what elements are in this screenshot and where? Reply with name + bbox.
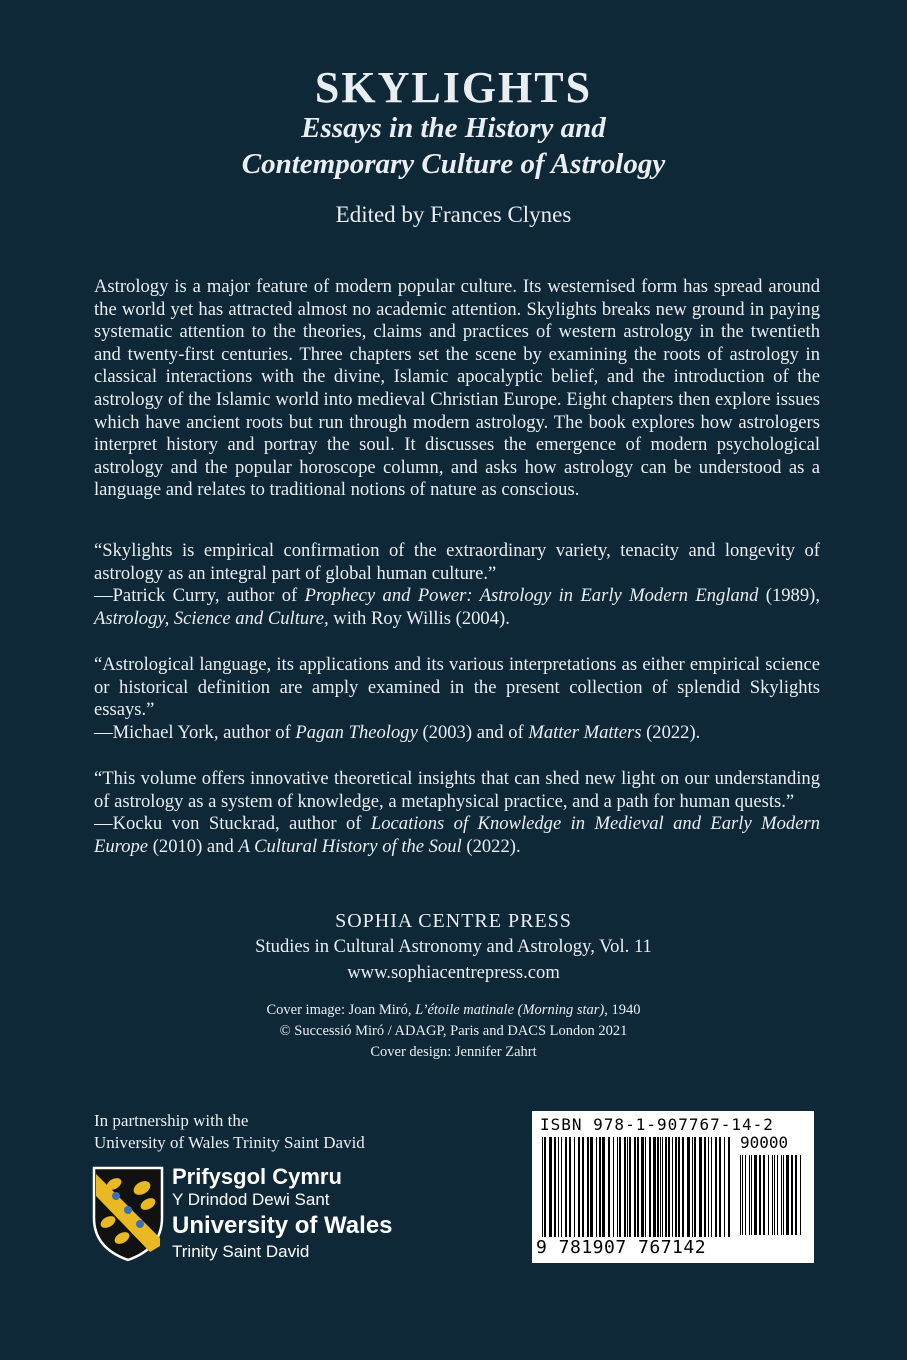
barcode-bar [649,1137,651,1237]
barcode-bar [624,1137,626,1237]
barcode-bar [542,1137,543,1237]
welsh-subtitle: Y Drindod Dewi Sant [172,1190,330,1209]
barcode-bar [708,1137,709,1237]
barcode-bar [763,1155,765,1235]
barcode-bar [599,1137,601,1237]
barcode-bar [772,1155,773,1235]
publisher-name: SOPHIA CENTRE PRESS [335,910,572,932]
copyright-line: © Successió Miró / ADAGP, Paris and DACS London 2021 [279,1023,628,1039]
barcode-bar [754,1155,757,1235]
book-description [94,276,820,502]
barcode-bar [657,1137,659,1237]
barcode-bar [672,1137,673,1237]
quote-attribution: —Patrick Curry, author of Prophecy and Power: Astrology in Early Modern England (1989), Astrology, Science and Culture, with Roy Willis (2004). [94,585,820,629]
barcode-bar [715,1137,717,1237]
cover-image-credit: Cover image: Joan Miró, L’étoile matinale (Morning star), 1940 [266,1002,641,1018]
barcode-bar [554,1137,556,1237]
barcode-bar [613,1137,614,1237]
barcode-bar [637,1137,639,1237]
barcode-bar [627,1137,628,1237]
barcode-bar [724,1137,725,1237]
barcode-bar [777,1155,778,1235]
endorsement-1 [94,540,820,630]
barcode-bar [596,1137,597,1237]
isbn-label: ISBN 978-1-907767-14-2 [540,1115,774,1134]
partner-line-2: University of Wales Trinity Saint David [94,1133,365,1152]
barcode-bar [768,1155,769,1235]
welsh-name: Prifysgol Cymru [172,1164,342,1189]
barcode-bar [742,1155,743,1235]
barcode-bar [653,1137,656,1237]
barcode-digits: 9 781907 767142 [536,1237,707,1258]
barcode-bar [549,1137,552,1237]
barcode-bars [542,1137,732,1237]
quote-attribution: —Kocku von Stuckrad, author of Locations of Knowledge in Medieval and Early Modern Europe (2010) and A Cultural History of the Soul (2022). [94,813,821,857]
barcode-bar [783,1155,784,1235]
cover-design-credit: Cover design: Jennifer Zahrt [370,1044,537,1060]
barcode-bar [574,1137,575,1237]
barcode-bar [582,1137,584,1237]
endorsement-2 [94,654,820,744]
barcode-bar [602,1137,605,1237]
quote-text: “This volume offers innovative theoretical insights that can shed new light on our understanding of astrology as a system of knowledge, a metaphysical practice, and a path for human quests.” [94,768,820,812]
quote-text: “Skylights is empirical confirmation of the extraordinary variety, tenacity and longevity of astrology as an integral part of global human culture.” [94,540,820,584]
barcode-bar [687,1137,690,1237]
barcode-bar [558,1137,559,1237]
barcode-bar [800,1155,801,1235]
description-text: Astrology is a major feature of modern popular culture. Its westernised form has spread around the world yet has attracted almost no academic attention. Skylights breaks new ground in paying systematic attention to the theories, claims and practices of western astrology in the twentieth and twenty-first centuries. Three chapters set the scene by examining the roots of astrology in classical interactions with the divine, Islamic apocalyptic belief, and the introduction of the astrology of the Islamic world into medieval Christian Europe. Eight chapters then explore issues which have ancient roots but run through modern astrology. The book explores how astrologers interpret history and portray the soul. It discusses the emergence of modern psychological astrology and the popular horoscope column, and asks how astrology can be understood as a language and relates to traditional notions of nature as conscious. [94,276,820,501]
barcode-bar [774,1155,775,1235]
subtitle-line-1: Essays in the History and [301,112,606,144]
university-logo-text [172,1164,393,1262]
barcode-bar [608,1137,610,1237]
barcode-bar [561,1137,562,1237]
barcode-bar [745,1155,746,1235]
barcode-bar [569,1137,571,1237]
quote-text: “Astrological language, its applications and its various interpretations as either empirical science or historical definition are amply examined in the present collection of splendid Skylights essays.” [94,654,820,721]
barcode-bar [578,1137,580,1237]
barcode-bar [694,1137,696,1237]
english-name: University of Wales [172,1212,393,1239]
partner-line-1: In partnership with the [94,1111,249,1130]
barcode-bar [641,1137,644,1237]
addon-barcode-bars [740,1155,804,1235]
barcode-bar [704,1137,706,1237]
subtitle-line-2: Contemporary Culture of Astrology [241,148,666,180]
barcode-bar [692,1137,693,1237]
barcode-bar [617,1137,618,1237]
barcode-bar [565,1137,567,1237]
barcode-bar [544,1137,546,1237]
cover-credits [0,1000,907,1063]
book-subtitle [0,110,907,182]
barcode-bar [728,1137,730,1237]
university-crest-icon [92,1166,164,1262]
barcode-bar [660,1137,661,1237]
barcode-bar [719,1137,721,1237]
barcode-bar [682,1137,684,1237]
barcode-bar [590,1137,593,1237]
price-code: 90000 [740,1133,789,1152]
quote-attribution: —Michael York, author of Pagan Theology (2003) and of Matter Matters (2022). [94,721,701,743]
book-title: SKYLIGHTS [314,63,593,112]
barcode-bar [629,1137,631,1237]
barcode-bar [759,1155,761,1235]
barcode-bar [645,1137,646,1237]
barcode-bar [711,1137,712,1237]
barcode-bar [786,1155,789,1235]
barcode-bar [781,1155,782,1235]
barcode-bar [665,1137,667,1237]
barcode-bar [634,1137,636,1237]
barcode-bar [751,1155,752,1235]
endorsement-3 [94,768,820,858]
barcode-bar [678,1137,680,1237]
series-name: Studies in Cultural Astronomy and Astrology, Vol. 11 [255,936,652,957]
barcode-bar [587,1137,589,1237]
publisher-url: www.sophiacentrepress.com [347,962,560,983]
partnership-note [94,1110,365,1154]
isbn-barcode [532,1111,814,1263]
barcode-bar [740,1155,741,1235]
barcode-bar [668,1137,670,1237]
english-subtitle: Trinity Saint David [172,1242,310,1261]
barcode-bar [662,1137,663,1237]
barcode-bar [791,1155,793,1235]
barcode-bar [619,1137,621,1237]
barcode-bar [675,1137,677,1237]
barcode-bar [795,1155,797,1235]
barcode-bar [749,1155,750,1235]
publisher-block [0,908,907,986]
editor-credit: Edited by Frances Clynes [335,202,572,227]
barcode-bar [699,1137,702,1237]
